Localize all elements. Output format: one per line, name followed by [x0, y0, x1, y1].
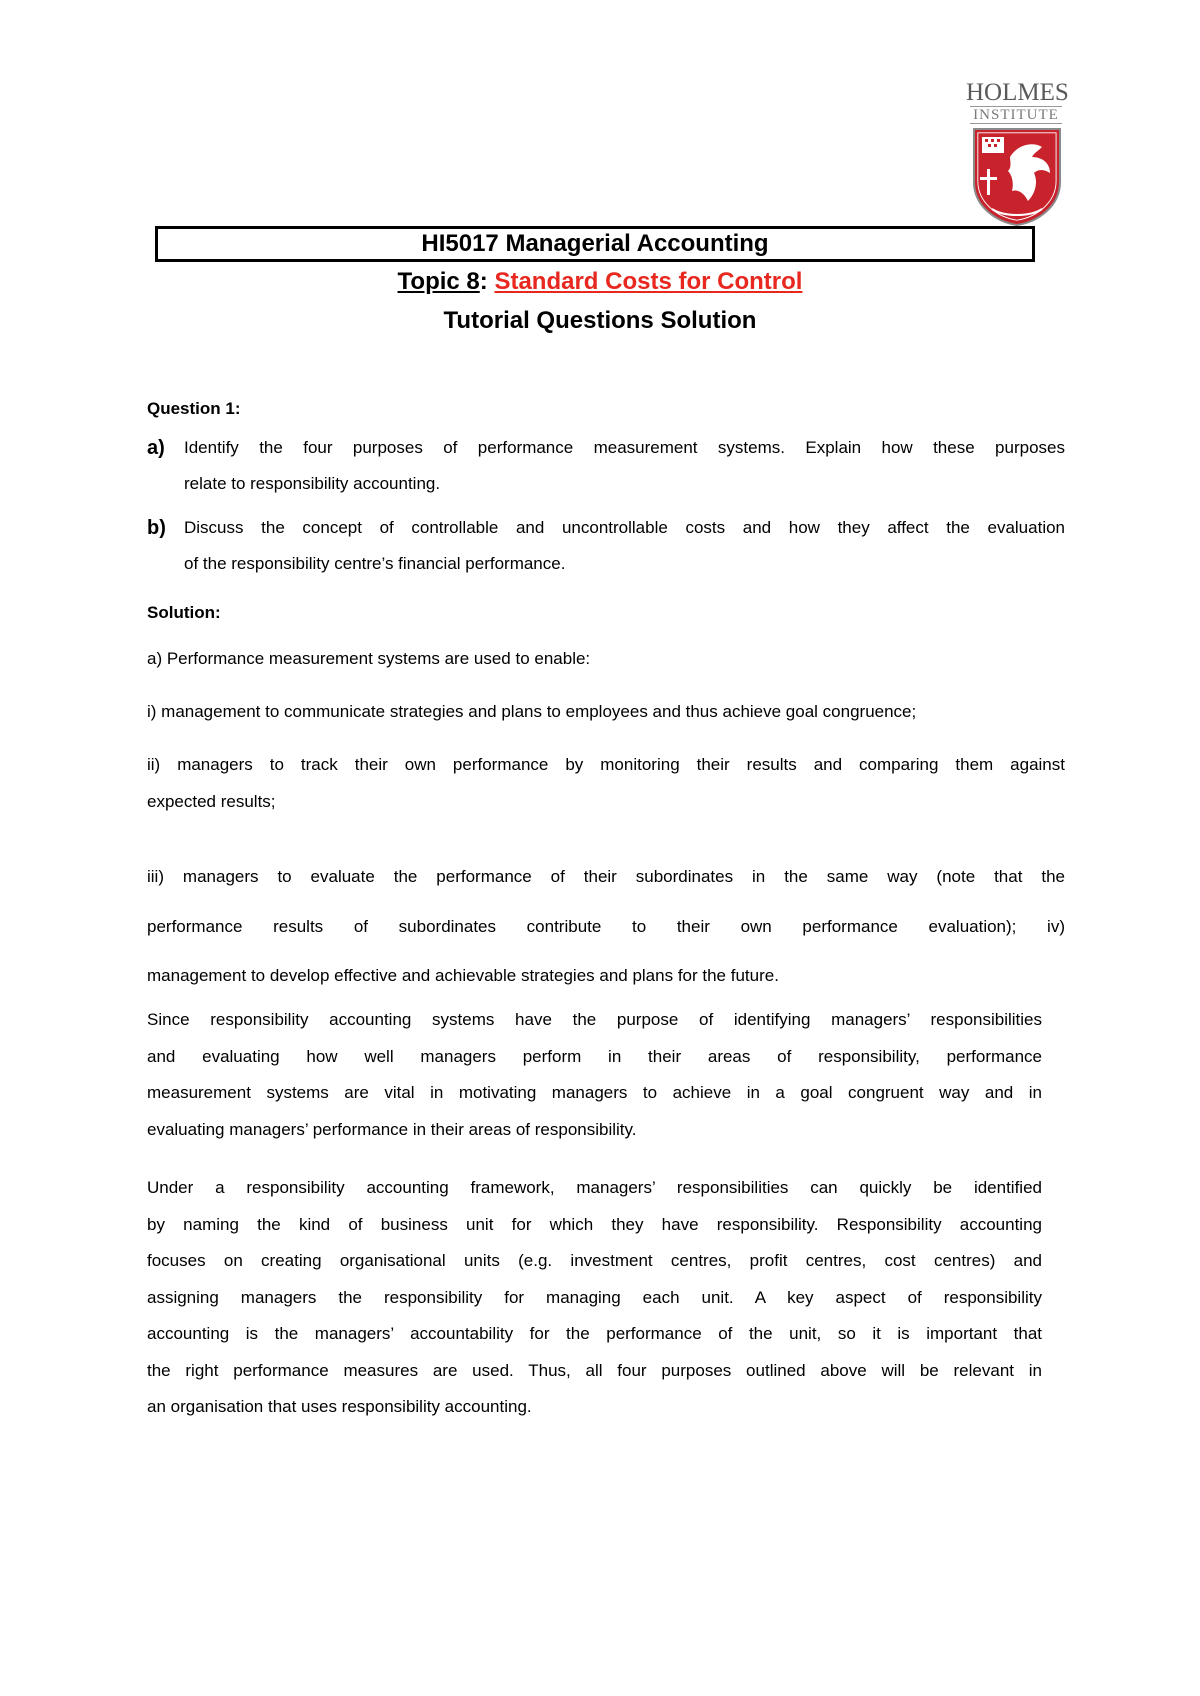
logo-subtitle: INSTITUTE — [970, 106, 1062, 124]
solution-text-line: assigning managers the responsibility for managing each unit. A key aspect of responsibility — [147, 1287, 1042, 1307]
solution-text-line: accounting is the managers’ accountability for the performance of the unit, so it is important that — [147, 1324, 1042, 1343]
question-item-label: a) — [147, 437, 165, 459]
solution-text-line: performance results of subordinates contribute to their own performance evaluation); iv) — [147, 916, 1065, 936]
solution-paragraph-1 — [147, 1002, 1042, 1148]
topic-separator: : — [479, 268, 495, 295]
solution-text-line: and evaluating how well managers perform in their areas of responsibility, performance — [147, 1046, 1042, 1066]
question-item-text-line: Discuss the concept of controllable and uncontrollable costs and how they affect the evaluation — [184, 518, 1065, 537]
solution-intro: a) Performance measurement systems are used to enable: — [147, 649, 591, 668]
logo-name: HOLMES — [966, 79, 1069, 106]
solution-text-line: measurement systems are vital in motivating managers to achieve in a goal congruent way and in — [147, 1083, 1042, 1102]
solution-paragraph-2 — [147, 1170, 1042, 1426]
solution-text-line: ii) managers to track their own performance by monitoring their results and comparing them against — [147, 755, 1065, 774]
topic-label: Topic 8 — [397, 268, 480, 295]
solution-point-iii-iv — [147, 852, 1065, 1001]
solution-text-line: evaluating managers’ performance in their areas of responsibility. — [147, 1119, 637, 1139]
solution-point-ii — [147, 747, 1065, 820]
holmes-institute-logo — [966, 79, 1069, 227]
solution-point-i: i) management to communicate strategies and plans to employees and thus achieve goal congruence; — [147, 702, 917, 721]
question-item-label: b) — [147, 517, 166, 539]
topic-name: Standard Costs for Control — [494, 268, 803, 295]
solution-heading: Solution: — [147, 603, 221, 622]
solution-text-line: expected results; — [147, 791, 276, 811]
question-heading: Question 1: — [147, 399, 241, 418]
topic-line — [0, 268, 1200, 296]
document-subtitle: Tutorial Questions Solution — [443, 307, 757, 334]
course-title-box — [155, 226, 1035, 262]
course-title: HI5017 Managerial Accounting — [421, 230, 769, 257]
question-item-b — [147, 510, 1065, 582]
solution-text-line: iii) managers to evaluate the performance of their subordinates in the same way (note that the — [147, 867, 1065, 886]
question-item-text-line: of the responsibility centre’s financial performance. — [184, 554, 566, 573]
solution-text-line: Since responsibility accounting systems have the purpose of identifying managers’ responsibilities — [147, 1010, 1042, 1029]
solution-text-line: the right performance measures are used. Thus, all four purposes outlined above will be relevant in — [147, 1360, 1042, 1380]
question-item-text-line: Identify the four purposes of performance measurement systems. Explain how these purposes — [184, 438, 1065, 457]
griffin-crest-icon — [972, 127, 1062, 227]
question-item-a — [147, 430, 1065, 502]
solution-text-line: an organisation that uses responsibility accounting. — [147, 1397, 532, 1416]
solution-text-line: by naming the kind of business unit for which they have responsibility. Responsibility accounting — [147, 1214, 1042, 1234]
solution-text-line: Under a responsibility accounting framework, managers’ responsibilities can quickly be identified — [147, 1178, 1042, 1197]
solution-text-line: management to develop effective and achievable strategies and plans for the future. — [147, 966, 779, 985]
solution-text-line: focuses on creating organisational units (e.g. investment centres, profit centres, cost centres) and — [147, 1251, 1042, 1270]
question-item-text-line: relate to responsibility accounting. — [184, 474, 441, 493]
